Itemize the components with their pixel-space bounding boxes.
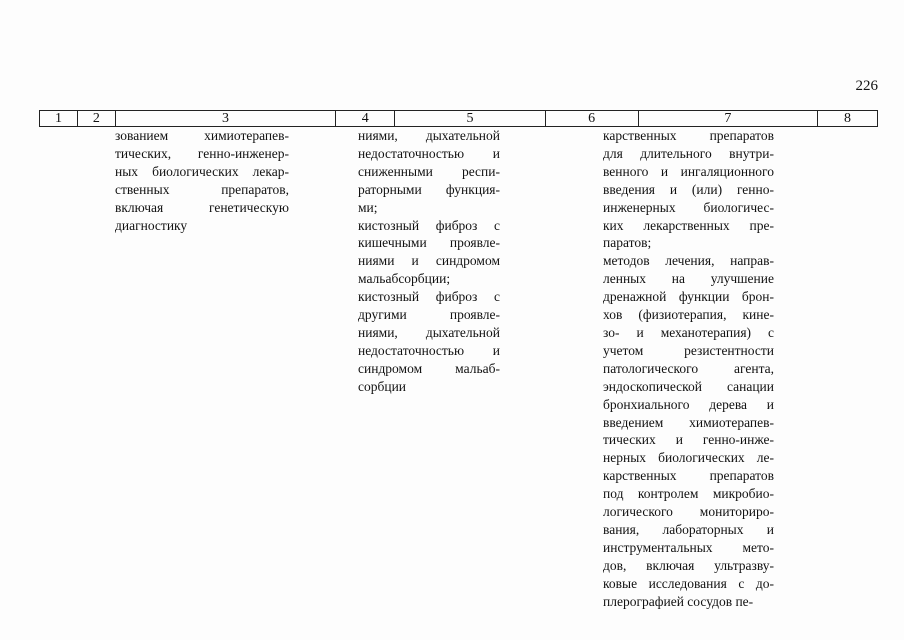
text-line: сниженными респи- [358, 163, 500, 179]
text-line: дренажной функции брон- [603, 289, 774, 305]
text-line: венного и ингаляционного [603, 163, 774, 179]
text-line: паратов; [603, 235, 652, 251]
header-cell-8: 8 [844, 111, 852, 126]
table-header-row [39, 110, 878, 127]
text-line: недостаточностью и [358, 342, 500, 358]
text-line: зо- и механотерапия) с [603, 324, 774, 340]
text-line: учетом резистентности [603, 342, 774, 358]
page-number: 226 [855, 78, 878, 94]
text-line: хов (физиотерапия, кине- [603, 307, 774, 323]
text-line: дов, включая ультразву- [603, 557, 774, 573]
text-line: ми; [358, 199, 378, 215]
text-line: ких лекарственных пре- [603, 217, 774, 233]
text-line: методов лечения, направ- [603, 253, 774, 269]
text-line: для длительного внутри- [603, 145, 774, 161]
text-line: под контролем микробио- [603, 486, 774, 502]
text-line: ленных на улучшение [603, 271, 774, 287]
text-line: ных биологических лекар- [115, 163, 289, 179]
column-7-text [603, 127, 774, 610]
text-line: ниями, дыхательной [358, 324, 500, 340]
text-line: эндоскопической санации [603, 378, 774, 394]
text-line: кишечными проявле- [358, 235, 500, 251]
text-line: кистозный фиброз с [358, 289, 500, 305]
text-line: ковые исследования с до- [603, 575, 774, 591]
text-line: плерографией сосудов пе- [603, 593, 754, 609]
text-line: введения и (или) генно- [603, 181, 774, 197]
text-line: ственных препаратов, [115, 181, 289, 197]
text-line: другими проявле- [358, 307, 500, 323]
header-cell-6: 6 [546, 111, 639, 126]
text-line: инженерных биологичес- [603, 199, 774, 215]
text-line: ниями и синдромом [358, 253, 500, 269]
header-cell-4: 4 [336, 111, 395, 126]
text-line: патологического агента, [603, 360, 774, 376]
column-3-text [115, 127, 289, 234]
text-line: включая генетическую [115, 199, 289, 215]
text-line: бронхиального дерева и [603, 396, 774, 412]
text-line: недостаточностью и [358, 145, 500, 161]
header-cell-7: 7 [639, 111, 819, 126]
text-line: инструментальных мето- [603, 539, 774, 555]
header-cell-5: 5 [395, 111, 546, 126]
header-cell-1: 1 [40, 111, 78, 126]
text-line: раторными функция- [358, 181, 500, 197]
text-line: синдромом мальаб- [358, 360, 500, 376]
text-line: нерных биологических ле- [603, 450, 774, 466]
text-line: введением химиотерапев- [603, 414, 774, 430]
text-line: тических и генно-инже- [603, 432, 774, 448]
text-line: ниями, дыхательной [358, 128, 500, 143]
header-cell-3: 3 [116, 111, 336, 126]
text-line: зованием химиотерапев- [115, 128, 289, 143]
text-line: мальабсорбции; [358, 271, 451, 287]
text-line: карственных препаратов [603, 468, 774, 484]
header-cell-2: 2 [78, 111, 116, 126]
column-5-text [358, 127, 500, 396]
text-line: вания, лабораторных и [603, 521, 774, 537]
text-line: тических, генно-инженер- [115, 145, 289, 161]
text-line: сорбции [358, 378, 407, 394]
text-line: карственных препаратов [603, 128, 774, 143]
text-line: кистозный фиброз с [358, 217, 500, 233]
text-line: диагностику [115, 217, 188, 233]
text-line: логического мониториро- [603, 504, 774, 520]
